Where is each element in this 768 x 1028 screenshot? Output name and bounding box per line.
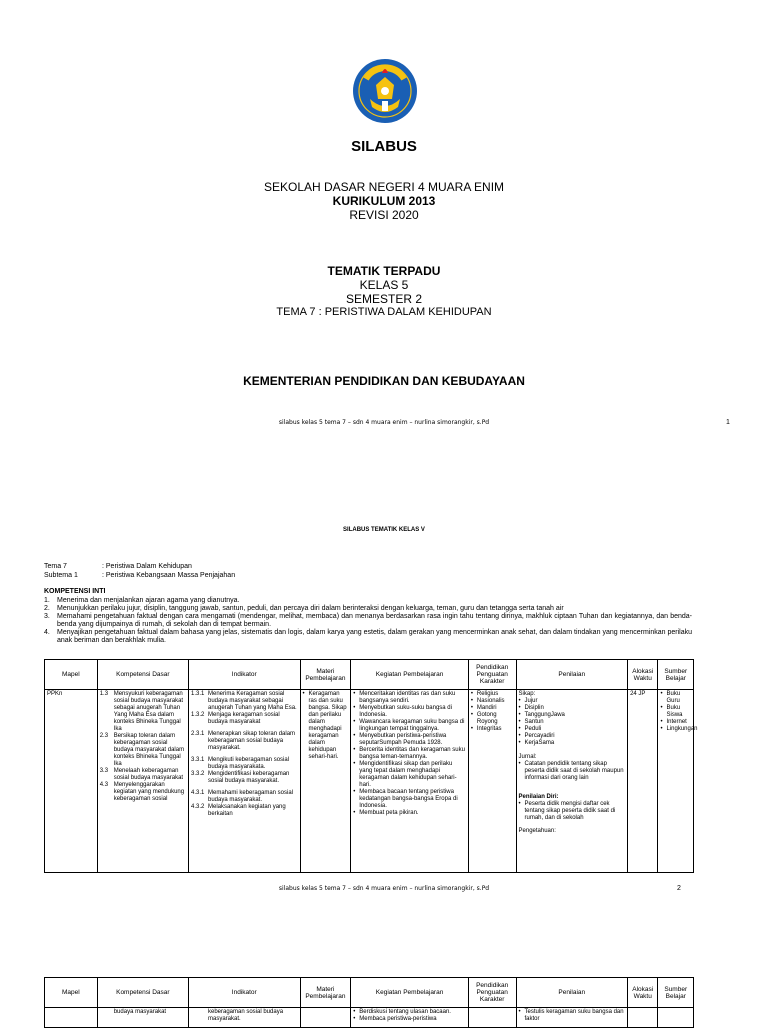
theme-label: TEMA 7 : PERISTIWA DALAM KEHIDUPAN xyxy=(276,306,492,318)
header-alokasi: Alokasi Waktu xyxy=(628,660,658,690)
syllabus-table xyxy=(44,659,698,873)
cell-alokasi: 24 JP xyxy=(628,690,658,873)
header-sumber: Sumber Belajar xyxy=(658,660,694,690)
cell-kd: budaya masyarakat xyxy=(97,1008,188,1028)
page-number-1: 1 xyxy=(726,419,730,426)
page-title: SILABUS TEMATIK KELAS V xyxy=(343,527,425,533)
header-kd: Kompetensi Dasar xyxy=(97,978,188,1008)
header-kegiatan: Kegiatan Pembelajaran xyxy=(351,660,469,690)
page-footer-1: silabus kelas 5 tema 7 – sdn 4 muara enim – nurlina simorangkir, s.Pd xyxy=(278,419,490,426)
header-materi: Materi Pembelajaran xyxy=(300,660,351,690)
header-materi: Materi Pembelajaran xyxy=(300,978,351,1008)
cell-kegiatan: • Menceritakan identitas ras dan suku bangsanya sendiri. • Menyebutkan suku-suku bangsa di Indonesia. • Wawancara keragaman suku bangsa di lingkungan tempat tinggalnya. • Menyebutkan peristiwa-peristiwa seputarSumpah Pemuda 1928. • Bercerita identitas dan keragaman suku bangsa teman-temannya. • Mengidentifikasi sikap dan perilaku yang tepat dalam menghadapi keragaman dalam kehidupan sehari-hari. • Membaca bacaan tentang peristiwa kedatangan bangsa-bangsa Eropa di Indonesia. • Membuat peta pikiran. xyxy=(351,690,469,873)
table-header-row xyxy=(45,660,694,690)
list-item: 3. Memahami pengetahuan faktual dengan cara mengamati (mendengar, melihat, membaca) dan menanya berdasarkan rasa ingin tahu tentang dirinya, makhluk ciptaan Tuhan dan kegiatannya, dan benda-benda yang dijumpainya di rumah, di sekolah dan di tempat bermain. xyxy=(44,613,692,628)
cell-kegiatan: • Berdiskusi tentang ulasan bacaan. • Membaca peristiwa-peristiwa xyxy=(351,1008,469,1028)
ki-heading: KOMPETENSI INTI xyxy=(44,588,106,595)
page-number-2: 2 xyxy=(677,885,681,892)
curriculum: KURIKULUM 2013 xyxy=(332,194,436,208)
document-title: SILABUS xyxy=(351,138,417,155)
theme-heading: TEMATIK TERPADU xyxy=(327,264,441,278)
revision: REVISI 2020 xyxy=(349,208,419,222)
cell-kd: 1.3 Mensyukuri keberagaman sosial budaya masyarakat sebagai anugerah Tuhan Yang Maha Esa dalam konteks Bhineka Tunggal Ika 2.3 Bersikap toleran dalam keberagaman sosial budaya masyarakat dalam konteks Bhineka Tunggal Ika 3.3 Menelaah keberagaman sosial budaya masyarakat 4.3 Menyelenggarakan kegiatan yang mendukung keberagaman sosial xyxy=(97,690,188,873)
header-kegiatan: Kegiatan Pembelajaran xyxy=(351,978,469,1008)
list-item: 2. Menunjukkan perilaku jujur, disiplin, tanggung jawab, santun, peduli, dan percaya diri dalam berinteraksi dengan keluarga, teman, guru dan tetangga serta tanah air xyxy=(44,605,564,612)
header-karakter: Pendidikan Penguatan Karakter xyxy=(468,660,516,690)
header-mapel: Mapel xyxy=(45,978,98,1008)
cell-materi: • Keragaman ras dan suku bangsa. Sikap dan perilaku dalam menghadapi keragaman dalam kehidupan sehari-hari. xyxy=(300,690,351,873)
tut-wuri-handayani-logo xyxy=(352,55,418,131)
cell-karakter: • Religius • Nasionalis • Mandiri • Gotong Royong • Integritas xyxy=(468,690,516,873)
syllabus-table-continued xyxy=(44,977,694,1028)
table-row xyxy=(45,1008,694,1028)
class-label: KELAS 5 xyxy=(359,278,409,292)
list-item: 1. Menerima dan menjalankan ajaran agama yang dianutnya. xyxy=(44,597,240,604)
semester-label: SEMESTER 2 xyxy=(345,292,423,306)
page-footer-2: silabus kelas 5 tema 7 – sdn 4 muara enim – nurlina simorangkir, s.Pd xyxy=(278,885,490,892)
header-indikator: Indikator xyxy=(188,660,300,690)
ministry-name: KEMENTERIAN PENDIDIKAN DAN KEBUDAYAAN xyxy=(243,374,525,388)
header-karakter: Pendidikan Penguatan Karakter xyxy=(468,978,516,1008)
cell-indikator: 1.3.1 Menerima Keragaman sosial budaya masyarakat sebagai anugerah Tuhan yang Maha Esa. 1.3.2 Menjaga keragaman sosial budaya masyarakat 2.3.1 Menerapkan sikap toleran dalam keberagaman sosial budaya masyarakat. 3.3.1 Mengikuti keberagaman sosial budaya masyarakata. 3.3.2 Mengidentifikasi keberagaman sosial budaya masyarakat. 4.3.1 Memahami keberagaman sosial budaya masyarakat. 4.3.2 Melaksanakan kegiatan yang berkaitan xyxy=(188,690,300,873)
school-name: SEKOLAH DASAR NEGERI 4 MUARA ENIM xyxy=(263,180,505,194)
meta-subtema: Subtema 1 : Peristiwa Kebangsaan Massa Penjajahan xyxy=(44,572,236,579)
cell-penilaian: • Testulis keragaman suku bangsa dan faktor xyxy=(516,1008,628,1028)
header-sumber: Sumber Belajar xyxy=(658,978,694,1008)
cell-sumber: • Buku Guru • Buku Siswa • Internet • Lingkungan xyxy=(658,690,694,873)
meta-tema: Tema 7 : Peristiwa Dalam Kehidupan xyxy=(44,563,192,570)
header-mapel: Mapel xyxy=(45,660,98,690)
header-indikator: Indikator xyxy=(188,978,300,1008)
cell-mapel: PPKn xyxy=(45,690,98,873)
header-penilaian: Penilaian xyxy=(516,660,628,690)
table-header-row xyxy=(45,978,694,1008)
header-penilaian: Penilaian xyxy=(516,978,628,1008)
header-alokasi: Alokasi Waktu xyxy=(628,978,658,1008)
list-item: 4. Menyajikan pengetahuan faktual dalam bahasa yang jelas, sistematis dan logis, dalam karya yang estetis, dalam gerakan yang mencerminkan anak sehat, dan dalam tindakan yang mencerminkan perilaku anak beriman dan berakhlak mulia. xyxy=(44,629,692,644)
ki-list xyxy=(44,597,692,645)
cell-penilaian: Sikap: • Jujur • Disiplin • TanggungJawa • Santun • Peduli • Percayadiri • KerjaSama Jurnal: • Catatan pendidik tentang sikap peserta didik saat di sekolah maupun informasi dari orang lain Penilaian Diri: • Peserta didik mengisi daftar cek tentang sikap peserta didik saat di rumah, dan di sekolah Pengetahuan: xyxy=(516,690,628,873)
cell-indikator: keberagaman sosial budaya masyarakat. xyxy=(188,1008,300,1028)
header-kd: Kompetensi Dasar xyxy=(97,660,188,690)
table-row xyxy=(45,690,694,873)
